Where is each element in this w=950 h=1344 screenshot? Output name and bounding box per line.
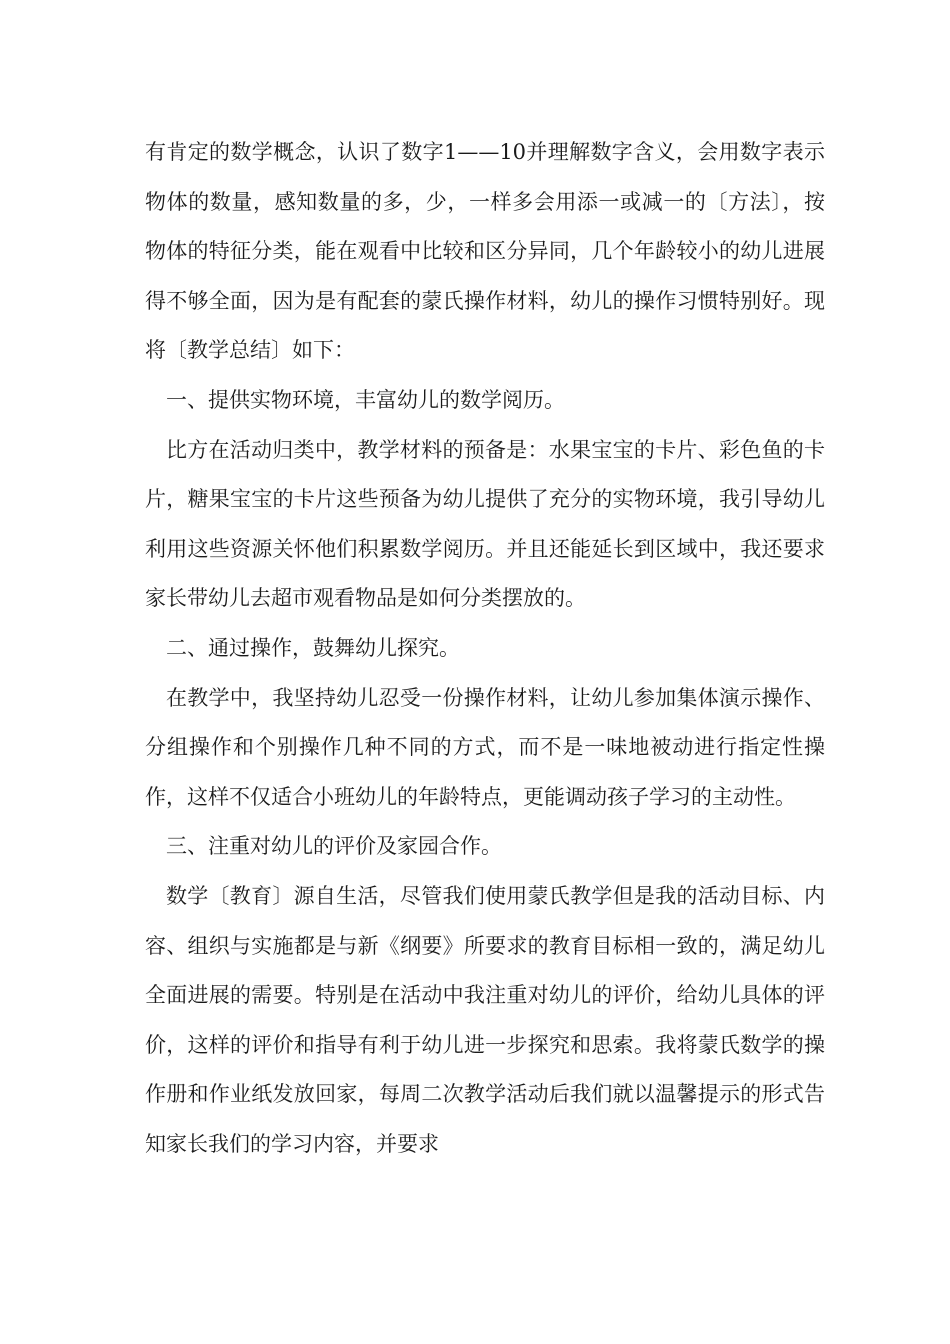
section-heading-3: 三、注重对幼儿的评价及家园合作。 xyxy=(166,834,502,859)
section-heading-2: 二、通过操作，鼓舞幼儿探究。 xyxy=(166,635,460,660)
paragraph-1: 有肯定的数学概念，认识了数字1——10并理解数字含义，会用数字表示物体的数量，感知数量的多，少，一样多会用添一或减一的〔方法〕，按物体的特征分类，能在观看中比较和区分异同，几个年龄较小的幼儿进展得不够全面，因为是有配套的蒙氏操作材料，幼儿的操作习惯特别好。现将〔教学总结〕如下： xyxy=(145,140,825,363)
document-body xyxy=(145,128,825,1169)
paragraph-4: 数学〔教育〕源自生活，尽管我们使用蒙氏教学但是我的活动目标、内容、组织与实施都是与新《纲要》所要求的教育目标相一致的，满足幼儿全面进展的需要。特别是在活动中我注重对幼儿的评价，给幼儿具体的评价，这样的评价和指导有利于幼儿进一步探究和思索。我将蒙氏数学的操作册和作业纸发放回家，每周二次教学活动后我们就以温馨提示的形式告知家长我们的学习内容，并要求 xyxy=(145,883,825,1156)
section-heading-1: 一、提供实物环境，丰富幼儿的数学阅历。 xyxy=(166,387,565,412)
paragraph-2: 比方在活动归类中，教学材料的预备是：水果宝宝的卡片、彩色鱼的卡片，糖果宝宝的卡片这些预备为幼儿提供了充分的实物环境，我引导幼儿利用这些资源关怀他们积累数学阅历。并且还能延长到区域中，我还要求家长带幼儿去超市观看物品是如何分类摆放的。 xyxy=(145,437,825,611)
paragraph-3: 在教学中，我坚持幼儿忍受一份操作材料，让幼儿参加集体演示操作、分组操作和个别操作几种不同的方式，而不是一味地被动进行指定性操作，这样不仅适合小班幼儿的年龄特点，更能调动孩子学习的主动性。 xyxy=(145,685,825,809)
